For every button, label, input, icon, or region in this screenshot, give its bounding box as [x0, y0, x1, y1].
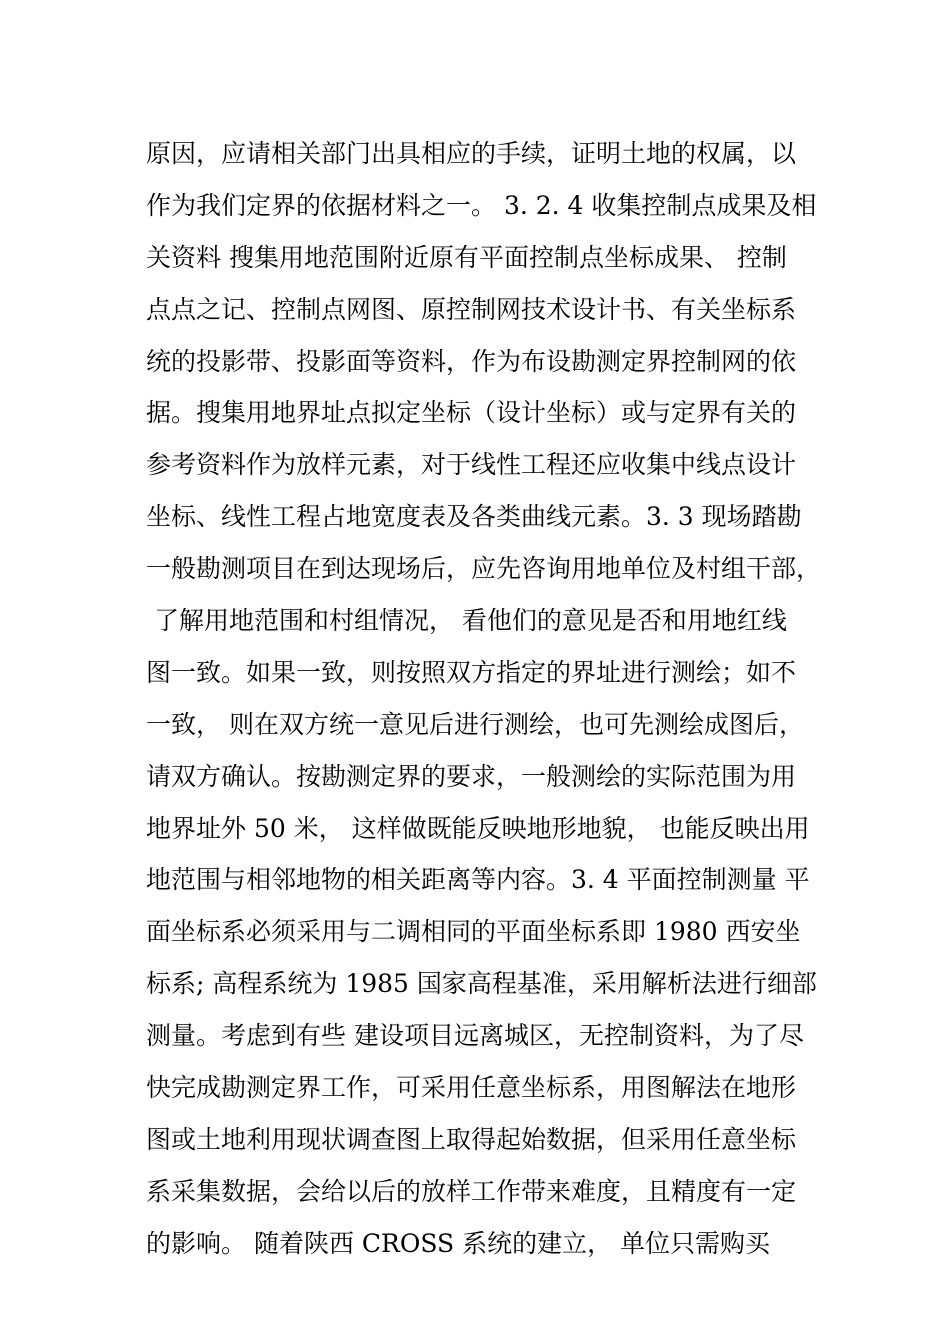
text-line: 标系; 高程系统为 1985 国家高程基准，采用解析法进行细部	[146, 969, 817, 999]
text-line: 关资料 搜集用地范围附近原有平面控制点坐标成果、 控制	[146, 242, 787, 272]
text-line: 测量。考虑到有些 建设项目远离城区，无控制资料，为了尽	[146, 1021, 804, 1051]
text-line: 面坐标系必须采用与二调相同的平面坐标系即 1980 西安坐	[146, 917, 801, 947]
text-line: 的影响。 随着陕西 CROSS 系统的建立， 单位只需购买	[146, 1228, 771, 1258]
text-line: 地范围与相邻地物的相关距离等内容。3. 4 平面控制测量 平	[146, 865, 810, 895]
text-line: 统的投影带、投影面等资料，作为布设勘测定界控制网的依	[146, 346, 797, 376]
text-line: 了解用地范围和村组情况， 看他们的意见是否和用地红线	[146, 606, 787, 636]
text-line: 请双方确认。按勘测定界的要求，一般测绘的实际范围为用	[146, 761, 797, 791]
text-line: 点点之记、控制点网图、原控制网技术设计书、有关坐标系	[146, 294, 797, 324]
text-line: 系采集数据，会给以后的放样工作带来难度，且精度有一定	[146, 1176, 797, 1206]
text-line: 坐标、线性工程占地宽度表及各类曲线元素。3. 3 现场踏勘	[146, 502, 802, 532]
text-line: 参考资料作为放样元素，对于线性工程还应收集中线点设计	[146, 450, 797, 480]
text-line: 一致， 则在双方统一意见后进行测绘，也可先测绘成图后，	[146, 709, 804, 739]
text-line: 快完成勘测定界工作，可采用任意坐标系，用图解法在地形	[146, 1073, 797, 1103]
text-line: 地界址外 50 米， 这样做既能反映地形地貌， 也能反映出用	[146, 813, 810, 843]
body-text	[146, 128, 836, 1270]
text-line: 图一致。如果一致，则按照双方指定的界址进行测绘；如不	[146, 657, 797, 687]
text-line: 图或土地利用现状调查图上取得起始数据，但采用任意坐标	[146, 1124, 797, 1154]
text-line: 据。搜集用地界址点拟定坐标（设计坐标）或与定界有关的	[146, 398, 797, 428]
text-line: 作为我们定界的依据材料之一。 3. 2. 4 收集控制点成果及相	[146, 190, 817, 220]
text-line: 一般勘测项目在到达现场后，应先咨询用地单位及村组干部，	[146, 554, 822, 584]
text-line: 原因，应请相关部门出具相应的手续，证明土地的权属，以	[146, 139, 797, 168]
